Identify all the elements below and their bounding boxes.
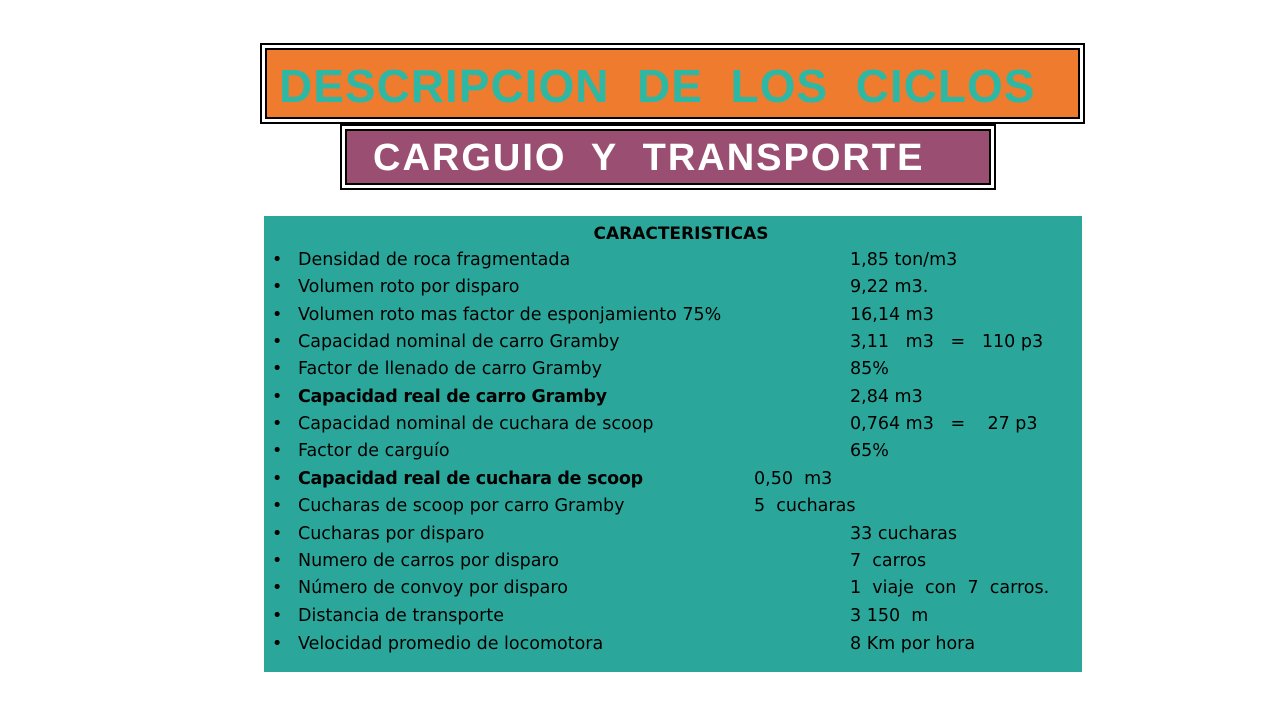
item-value: 85% — [850, 359, 889, 379]
panel-heading — [264, 224, 1082, 244]
item-label: Distancia de transporte — [298, 606, 504, 626]
list-item — [264, 466, 1082, 493]
item-value: 1,85 ton/m3 — [850, 250, 958, 270]
item-value: 3,11 m3 = 110 p3 — [850, 332, 1044, 352]
bullet-icon: • — [272, 332, 283, 352]
item-label: Densidad de roca fragmentada — [298, 250, 571, 270]
item-label: Cucharas por disparo — [298, 524, 485, 544]
title-banner-inner — [265, 48, 1080, 119]
bullet-icon: • — [272, 469, 283, 489]
item-label: Capacidad real de cuchara de scoop — [298, 469, 643, 489]
bullet-icon: • — [272, 578, 283, 598]
item-label: Capacidad real de carro Gramby — [298, 387, 607, 407]
item-value: 65% — [850, 441, 889, 461]
title-banner — [260, 43, 1085, 124]
list-item — [264, 329, 1082, 356]
item-label: Numero de carros por disparo — [298, 551, 559, 571]
item-value: 9,22 m3. — [850, 277, 929, 297]
item-label: Factor de llenado de carro Gramby — [298, 359, 602, 379]
item-value: 7 carros — [850, 551, 927, 571]
page-title: DESCRIPCION DE LOS CICLOS — [279, 60, 1036, 112]
item-value: 8 Km por hora — [850, 634, 976, 654]
list-item — [264, 575, 1082, 602]
item-label: Factor de carguío — [298, 441, 450, 461]
item-label: Volumen roto por disparo — [298, 277, 520, 297]
list-item — [264, 493, 1082, 520]
list-item — [264, 438, 1082, 465]
list-item — [264, 521, 1082, 548]
bullet-icon: • — [272, 387, 283, 407]
page-subtitle: CARGUIO Y TRANSPORTE — [373, 137, 925, 179]
list-item — [264, 603, 1082, 630]
item-label: Capacidad nominal de cuchara de scoop — [298, 414, 654, 434]
item-value: 16,14 m3 — [850, 305, 934, 325]
list-item — [264, 631, 1082, 658]
item-value: 0,50 m3 — [754, 469, 833, 489]
bullet-icon: • — [272, 250, 283, 270]
bullet-icon: • — [272, 634, 283, 654]
bullet-icon: • — [272, 277, 283, 297]
bullet-icon: • — [272, 414, 283, 434]
bullet-icon: • — [272, 551, 283, 571]
list-item — [264, 384, 1082, 411]
characteristics-panel — [264, 216, 1082, 672]
list-item — [264, 411, 1082, 438]
bullet-icon: • — [272, 441, 283, 461]
item-label: Cucharas de scoop por carro Gramby — [298, 496, 625, 516]
panel-heading-text: CARACTERISTICAS — [593, 224, 769, 244]
list-item — [264, 302, 1082, 329]
item-value: 5 cucharas — [754, 496, 856, 516]
list-item — [264, 247, 1082, 274]
subtitle-banner-inner — [345, 129, 991, 185]
item-label: Capacidad nominal de carro Gramby — [298, 332, 620, 352]
bullet-icon: • — [272, 496, 283, 516]
item-value: 3 150 m — [850, 606, 929, 626]
item-value: 2,84 m3 — [850, 387, 923, 407]
list-item — [264, 274, 1082, 301]
list-item — [264, 356, 1082, 383]
list-item — [264, 548, 1082, 575]
item-label: Velocidad promedio de locomotora — [298, 634, 604, 654]
item-value: 33 cucharas — [850, 524, 958, 544]
subtitle-banner — [340, 124, 996, 190]
bullet-icon: • — [272, 305, 283, 325]
item-label: Número de convoy por disparo — [298, 578, 568, 598]
item-value: 0,764 m3 = 27 p3 — [850, 414, 1038, 434]
item-value: 1 viaje con 7 carros. — [850, 578, 1050, 598]
bullet-icon: • — [272, 524, 283, 544]
bullet-icon: • — [272, 359, 283, 379]
bullet-icon: • — [272, 606, 283, 626]
item-label: Volumen roto mas factor de esponjamiento 75% — [298, 305, 722, 325]
